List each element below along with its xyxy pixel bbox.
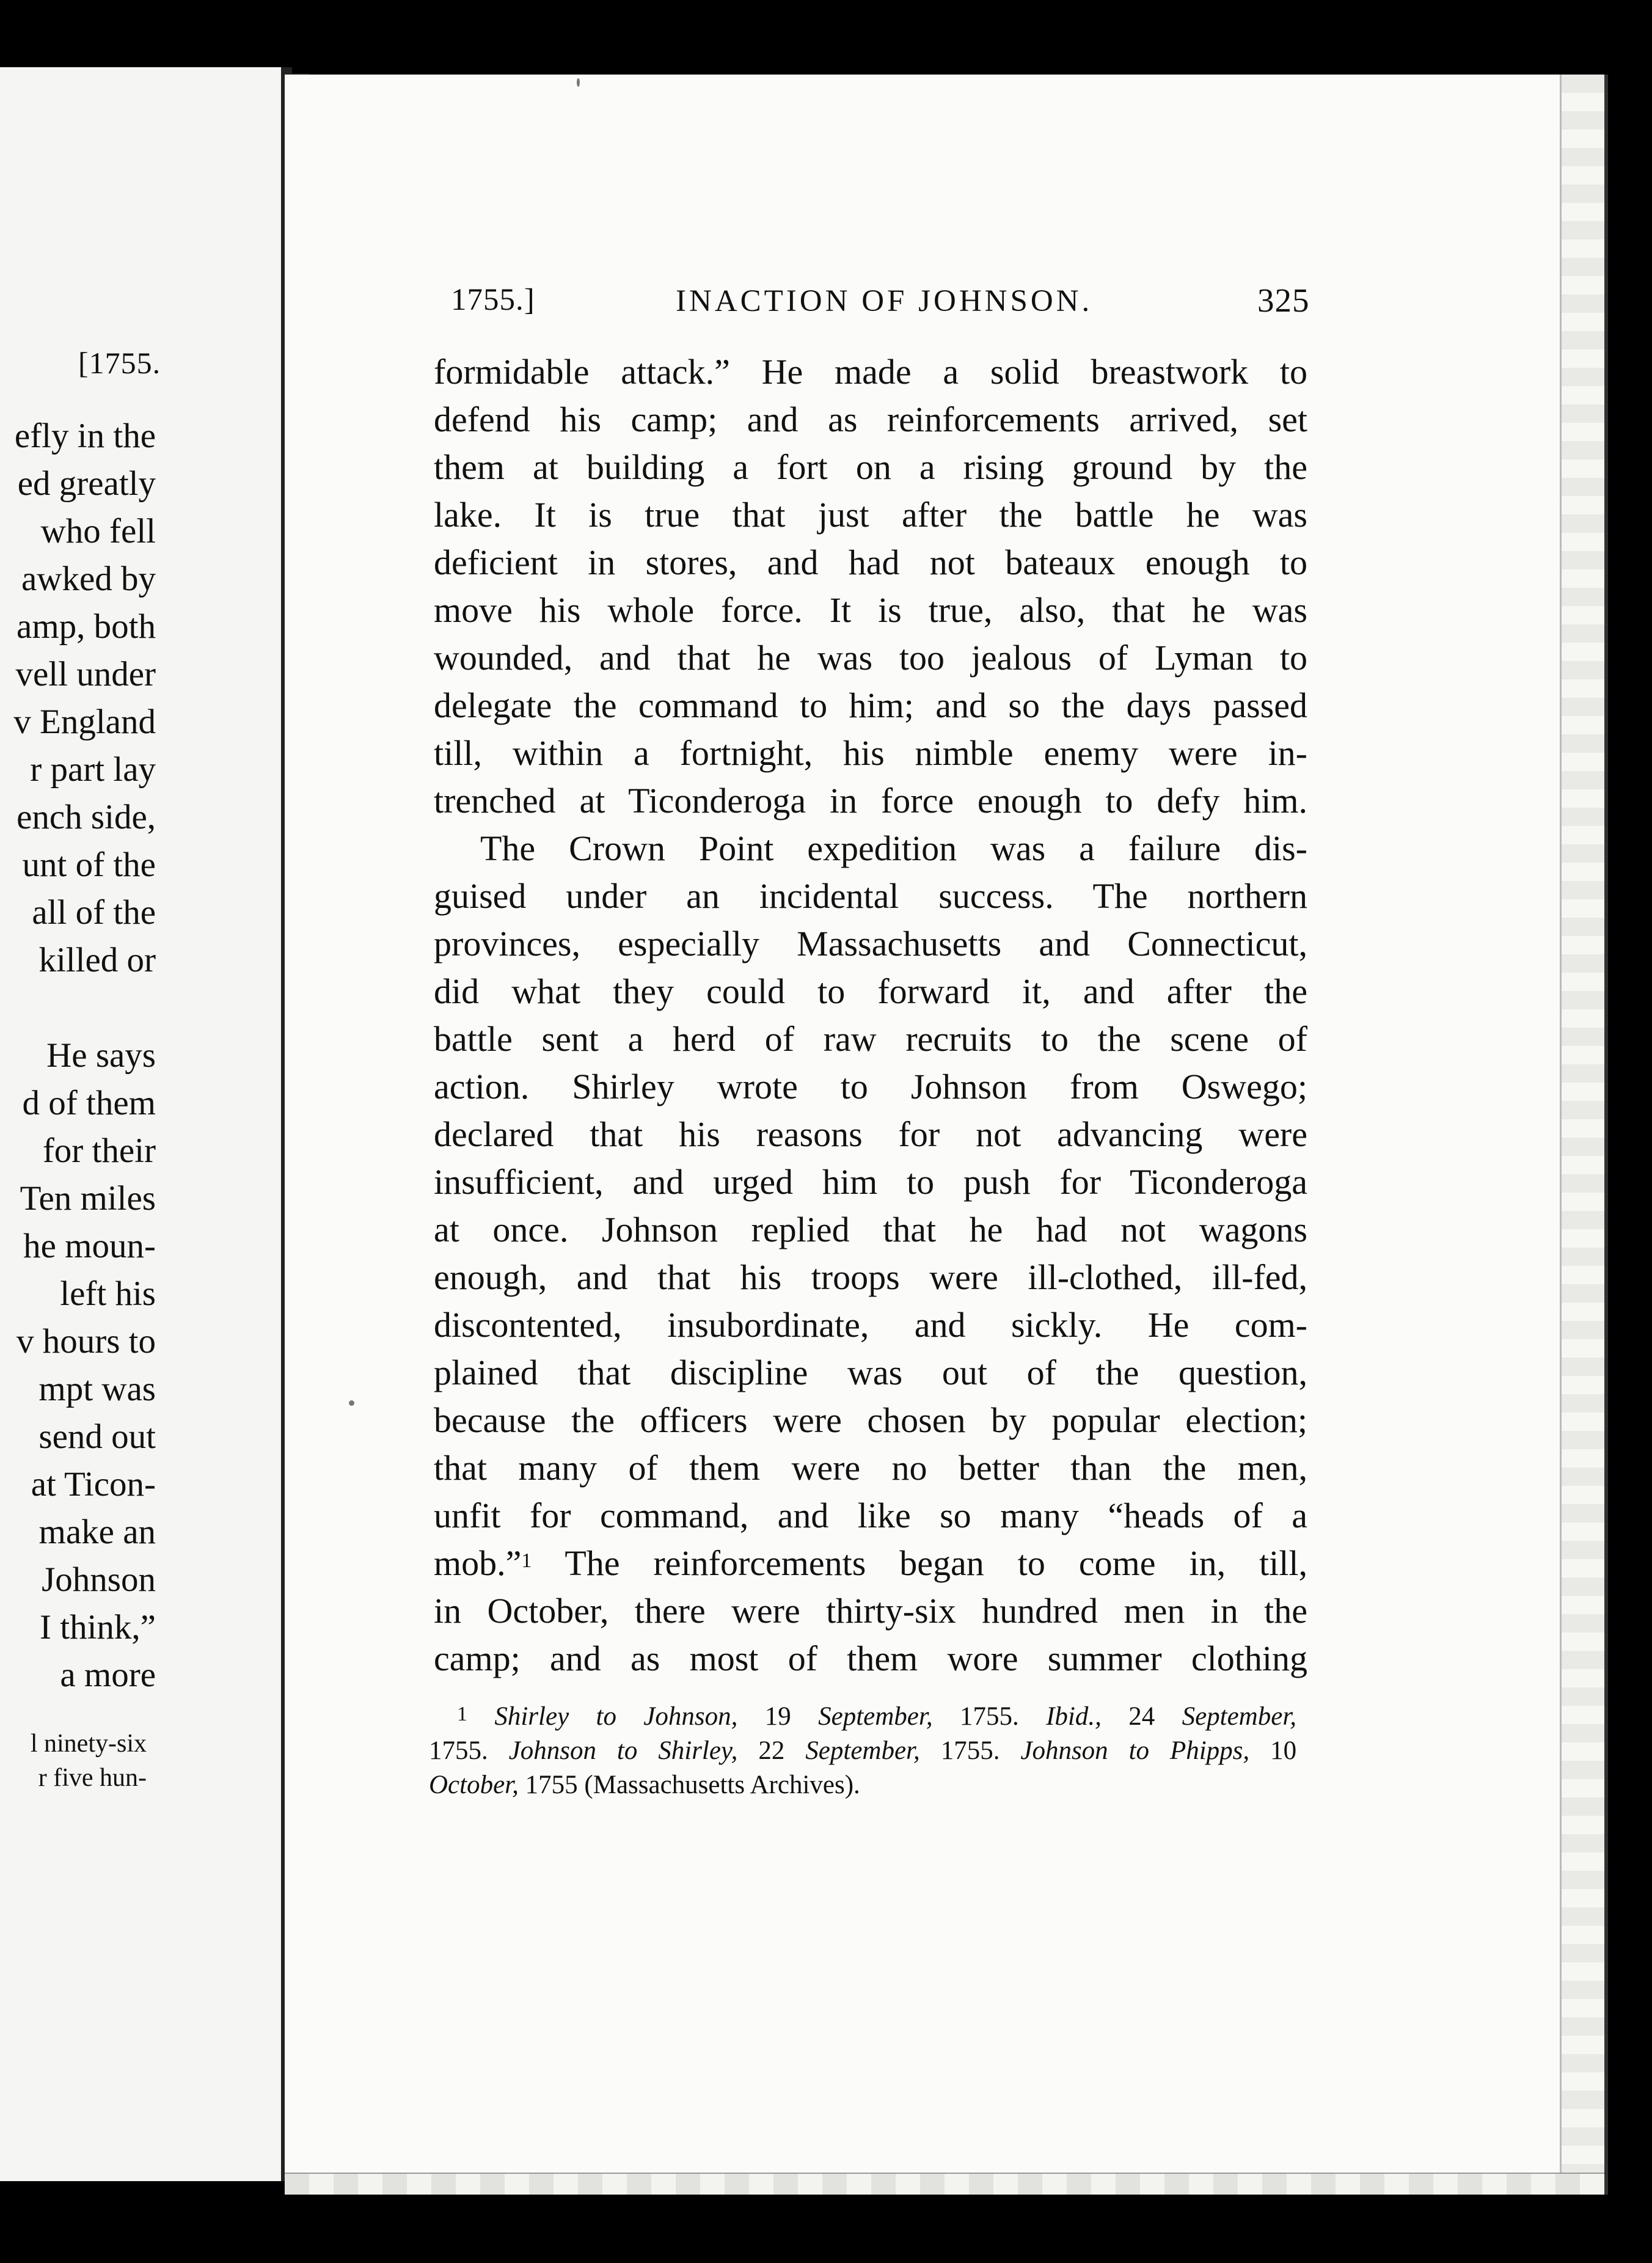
text-line: action. Shirley wrote to Johnson from Oswego; <box>434 1067 1307 1106</box>
previous-page-line: mpt was <box>38 1370 156 1408</box>
footnote-text: 10 <box>1270 1736 1297 1765</box>
text-line: provinces, especially Massachusetts and Connecticut, <box>434 924 1307 963</box>
text-line: declared that his reasons for not advancing were <box>434 1114 1307 1154</box>
text-line: insufficient, and urged him to push for Ticonderoga <box>434 1162 1307 1202</box>
text-line: because the officers were chosen by popular election; <box>434 1400 1307 1440</box>
previous-page-line: I think,” <box>40 1608 156 1647</box>
previous-page-fragment <box>0 67 292 2181</box>
text-line: wounded, and that he was too jealous of Lyman to <box>434 638 1307 678</box>
text-line: plained that discipline was out of the question, <box>434 1353 1307 1392</box>
previous-page-line: d of them <box>22 1084 156 1122</box>
previous-page-running-head: [1755. <box>78 346 161 380</box>
previous-page-line: awked by <box>21 560 156 598</box>
page-number: 325 <box>1257 282 1310 319</box>
text-line: battle sent a herd of raw recruits to the scene of <box>434 1019 1307 1059</box>
text-line: lake. It is true that just after the battle he was <box>434 495 1307 535</box>
text-line: till, within a fortnight, his nimble enemy were in- <box>434 733 1307 773</box>
previous-page-line: send out <box>38 1417 156 1456</box>
page-edge-bottom <box>285 2173 1604 2195</box>
footnote-citation: September, <box>818 1702 933 1731</box>
footnote-text: 1755. <box>429 1736 488 1765</box>
previous-page-line: r part lay <box>30 750 156 789</box>
footnote <box>429 1700 1296 1802</box>
paragraph-start-line: The Crown Point expedition was a failure dis- <box>480 828 1307 868</box>
body-text <box>434 348 1307 1683</box>
text-line: move his whole force. It is true, also, that he was <box>434 590 1307 630</box>
text-line: deficient in stores, and had not bateaux enough to <box>434 543 1307 582</box>
footnote-citation: Shirley to Johnson, <box>494 1702 738 1731</box>
previous-page-line: make an <box>38 1513 156 1551</box>
previous-page-line: vell under <box>15 655 156 693</box>
text-line: discontented, insubordinate, and sickly. He com- <box>434 1305 1307 1345</box>
previous-page-line: ench side, <box>16 798 156 836</box>
text-line: formidable attack.” He made a solid breastwork to <box>434 352 1307 392</box>
previous-page-line: for their <box>42 1132 156 1170</box>
text-line: them at building a fort on a rising ground by the <box>434 447 1307 487</box>
previous-page-line: Johnson <box>42 1560 156 1599</box>
text-line-with-footnote-ref <box>434 1540 1307 1587</box>
footnote-citation: Johnson to Shirley, <box>508 1736 738 1765</box>
previous-page-footnote-line: l ninety-six <box>30 1730 147 1758</box>
page-325 <box>285 75 1608 2195</box>
text-fragment: mob.” <box>434 1543 522 1583</box>
footnote-line <box>429 1768 1296 1802</box>
previous-page-line: Ten miles <box>20 1179 156 1218</box>
previous-page-footnote-line: r five hun- <box>38 1764 147 1792</box>
text-line: trenched at Ticonderoga in force enough to defy him. <box>434 781 1307 821</box>
previous-page-line: who fell <box>40 512 156 550</box>
text-line: delegate the command to him; and so the days passed <box>434 685 1307 725</box>
footnote-text: 24 <box>1128 1702 1155 1731</box>
footnote-citation: October, <box>429 1771 519 1799</box>
footnote-citation: September, <box>805 1736 920 1765</box>
previous-page-line: he moun- <box>23 1227 156 1265</box>
footnote-text: 1755. <box>959 1702 1019 1731</box>
paper-speck <box>349 1400 354 1406</box>
previous-page-line: efly in the <box>14 417 156 455</box>
text-line: defend his camp; and as reinforcements arrived, set <box>434 400 1307 439</box>
previous-page-line: unt of the <box>22 846 156 884</box>
text-line: did what they could to forward it, and after the <box>434 971 1307 1011</box>
previous-page-line: a more <box>60 1656 156 1694</box>
footnote-citation: Johnson to Phipps, <box>1020 1736 1250 1765</box>
footnote-text: 1755. <box>940 1736 1000 1765</box>
footnote-citation: September, <box>1182 1702 1297 1731</box>
previous-page-line: v England <box>13 703 156 741</box>
footnote-text: 19 <box>764 1702 791 1731</box>
footnote-line <box>429 1700 1296 1734</box>
footnote-citation: Ibid., <box>1046 1702 1102 1731</box>
previous-page-line: ed greatly <box>17 464 156 503</box>
text-fragment: The reinforcements began to come in, till, <box>565 1543 1308 1583</box>
running-head-title: INACTION OF JOHNSON. <box>676 284 1093 318</box>
previous-page-line: all of the <box>32 893 156 932</box>
running-head-year: 1755.] <box>451 283 535 317</box>
text-line: in October, there were thirty-six hundred men in the <box>434 1591 1307 1631</box>
previous-page-line: left his <box>60 1274 156 1313</box>
previous-page-line: v hours to <box>16 1322 156 1361</box>
text-line: at once. Johnson replied that he had not wagons <box>434 1210 1307 1249</box>
text-line: unfit for command, and like so many “heads of a <box>434 1496 1307 1535</box>
footnote-marker: 1 <box>457 1703 467 1725</box>
paper-speck <box>577 78 580 87</box>
previous-page-line: amp, both <box>16 607 156 646</box>
previous-page-line: at Ticon- <box>31 1465 156 1504</box>
text-line: that many of them were no better than the men, <box>434 1448 1307 1488</box>
footnote-text: 1755 (Massachusetts Archives). <box>525 1771 860 1799</box>
previous-page-line: He says <box>46 1036 156 1075</box>
footnote-text: 22 <box>758 1736 785 1765</box>
text-line: enough, and that his troops were ill-clothed, ill-fed, <box>434 1257 1307 1297</box>
text-line: guised under an incidental success. The northern <box>434 876 1307 916</box>
footnote-reference: 1 <box>521 1549 532 1572</box>
page-edge-right <box>1560 75 1604 2195</box>
previous-page-line: killed or <box>38 941 156 979</box>
footnote-line <box>429 1734 1296 1768</box>
text-line: camp; and as most of them wore summer clothing <box>434 1639 1307 1678</box>
